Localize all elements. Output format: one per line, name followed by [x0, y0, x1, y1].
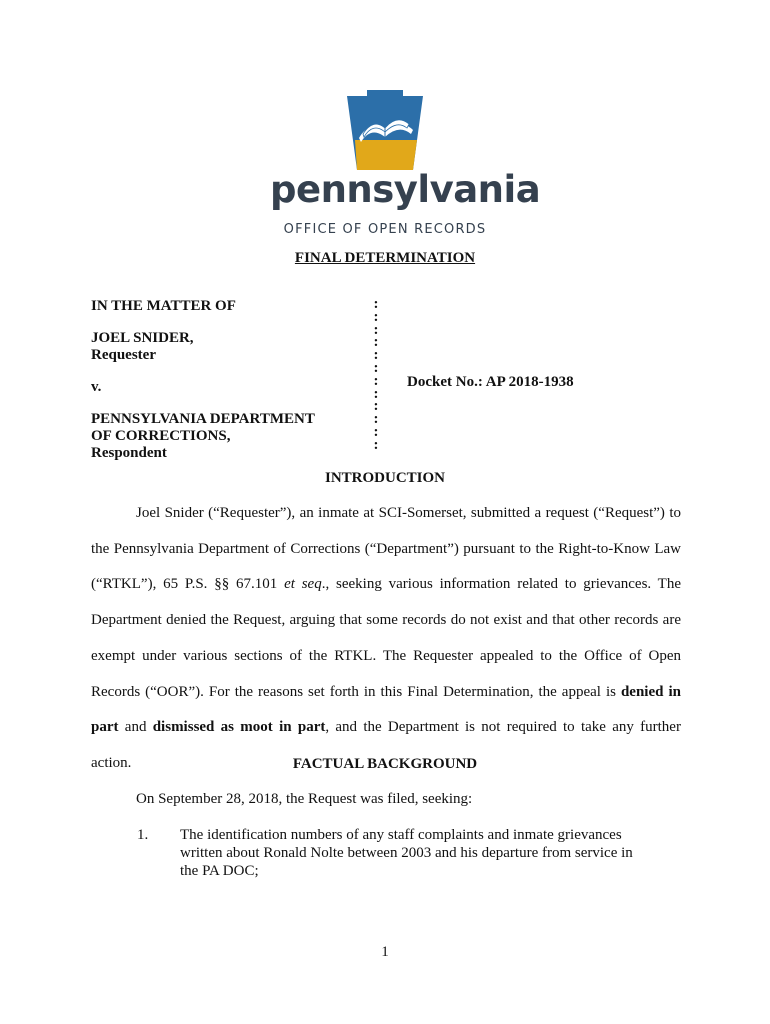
- list-item-line: the PA DOC;: [180, 863, 259, 879]
- caption-matter: IN THE MATTER OF: [91, 298, 236, 314]
- intro-italic: et seq: [284, 576, 322, 593]
- caption-divider: : : : : : : : : : : : :: [373, 296, 379, 453]
- factual-heading: FACTUAL BACKGROUND: [292, 756, 478, 772]
- list-item-line: The identification numbers of any staff complaints and inmate grievances: [180, 827, 622, 843]
- caption-versus: v.: [91, 379, 102, 395]
- intro-text-3: and: [118, 719, 153, 736]
- oor-logo: [270, 90, 541, 240]
- document-title: FINAL DETERMINATION: [294, 250, 476, 266]
- introduction-heading: INTRODUCTION: [324, 470, 445, 486]
- caption-respondent-line1: PENNSYLVANIA DEPARTMENT: [91, 411, 315, 427]
- list-item-number: 1.: [137, 827, 149, 843]
- factual-intro: On September 28, 2018, the Request was filed, seeking:: [136, 791, 473, 807]
- list-item-text: [180, 826, 660, 880]
- page-number: 1: [381, 944, 389, 960]
- logo-subtitle: OFFICE OF OPEN RECORDS: [283, 222, 487, 237]
- factual-paragraph: [91, 782, 681, 818]
- intro-bold-1: denied in part: [91, 683, 681, 736]
- caption-requester-role: Requester: [91, 347, 156, 363]
- list-item-line: written about Ronald Nolte between 2003 and his departure from service in: [180, 845, 633, 861]
- keystone-book-icon: [345, 90, 425, 170]
- intro-text-1: Joel Snider (“Requester”), an inmate at SCI-Somerset, submitted a request (“Request”) to the Pennsylvania Department of Corrections (“Department”) pursuant to the Right-to-Know Law (“RTKL”), 65 P.S. §§ 67.101: [91, 505, 681, 593]
- case-caption: [91, 298, 315, 462]
- introduction-paragraph: [91, 496, 681, 782]
- caption-respondent-role: Respondent: [91, 445, 167, 461]
- logo-wordmark: pennsylvania: [270, 168, 541, 211]
- caption-requester-name: JOEL SNIDER,: [91, 330, 194, 346]
- caption-respondent-line2: OF CORRECTIONS,: [91, 428, 231, 444]
- docket-number: Docket No.: AP 2018-1938: [407, 374, 574, 390]
- intro-bold-2: dismissed as moot in part: [152, 719, 326, 736]
- intro-text-2: ., seeking various information related to grievances. The Department denied the Request, arguing that some records do not exist and that other records are exempt under various sections of the RTKL. The Requester appealed to the Office of Open Records (“OOR”). For the reasons set forth in this Final Determination, the appeal is: [91, 576, 682, 700]
- intro-text-4: , and the Department is not required to take any further action.: [91, 719, 681, 771]
